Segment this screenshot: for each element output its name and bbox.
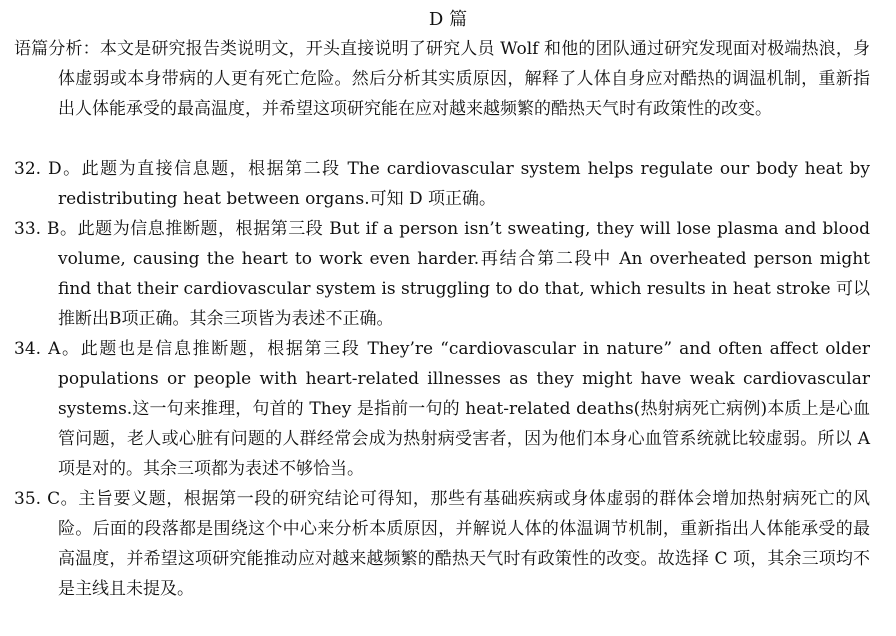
discourse-analysis [14,34,870,124]
section-title: D 篇 [428,9,468,30]
answer-text: D。此题为直接信息题，根据第二段 The cardiovascular system helps regulate our body heat by redistributing heat between organs.可知 D 项正确。 [47,159,870,209]
answer-35 [14,484,870,604]
analysis-text: 本文是研究报告类说明文，开头直接说明了研究人员 Wolf 和他的团队通过研究发现面对极端热浪，身体虚弱或本身带病的人更有死亡危险。然后分析其实质原因，解释了人体自身应对酷热的调温机制，重新指出人体能承受的最高温度，并希望这项研究能在应对越来越频繁的酷热天气时有政策性的改变。 [58,39,870,119]
answer-text: A。此题也是信息推断题，根据第三段 They’re “cardiovascular in nature” and often affect older populations or people with heart-related illnesses as they might have weak cardiovascular systems.这一句来推理，句首的 They 是指前一句的 heat-related deaths(热射病死亡病例)本质上是心血管问题，老人或心脏有问题的人群经常会成为热射病受害者，因为他们本身心血管系统就比较虚弱。所以 A 项是对的。其余三项都为表述不够恰当。 [48,339,870,479]
answer-33 [14,214,870,334]
answer-text: B。此题为信息推断题，根据第三段 But if a person isn’t sweating, they will lose plasma and blood volume, causing the heart to work even harder.再结合第二段中 An overheated person might find that their cardiovascular system is struggling to do that, which results in heat stroke 可以推断出B项正确。其余三项皆为表述不正确。 [47,219,871,329]
answer-number: 34. [14,339,42,359]
answer-number: 33. [14,219,42,239]
answer-number: 35. [14,489,42,509]
answer-number: 32. [14,159,42,179]
answer-34 [14,334,870,484]
answer-32 [14,154,870,214]
analysis-label: 语篇分析： [14,39,100,59]
answer-text: C。主旨要义题，根据第一段的研究结论可得知，那些有基础疾病或身体虚弱的群体会增加热射病死亡的风险。后面的段落都是围绕这个中心来分析本质原因，并解说人体的体温调节机制，重新指出人体能承受的最高温度，并希望这项研究能推动应对越来越频繁的酷热天气时有政策性的改变。故选择 C 项，其余三项均不是主线且未提及。 [47,489,870,599]
